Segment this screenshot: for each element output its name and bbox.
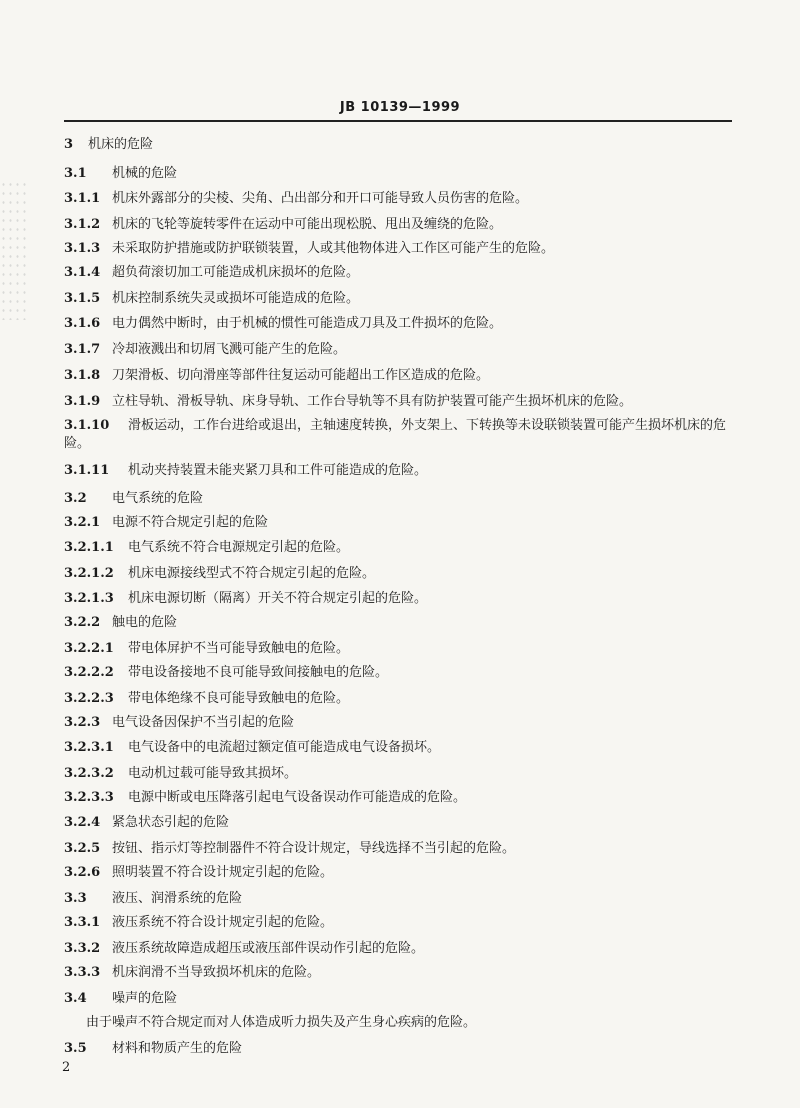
clause-text: 电气系统的危险 bbox=[112, 491, 204, 506]
clause-3-3-2 bbox=[64, 940, 744, 958]
clause-text: 机床润滑不当导致损坏机床的危险。 bbox=[112, 965, 321, 980]
clause-3-1-9 bbox=[64, 393, 744, 411]
clause-text: 滑板运动，工作台进给或退出，主轴速度转换，外支架上、下转换等未设联锁装置可能产生损坏机床的危险。 bbox=[64, 418, 727, 451]
clause-text: 刀架滑板、切向滑座等部件往复运动可能超出工作区造成的危险。 bbox=[112, 368, 490, 383]
clause-number: 3.2.6 bbox=[64, 865, 101, 880]
clause-number: 3.2.2 bbox=[64, 615, 101, 630]
header-rule bbox=[64, 120, 732, 122]
clause-3-1-10 bbox=[64, 417, 734, 453]
clause-number: 3.1.1 bbox=[64, 191, 101, 206]
clause-text: 机床的危险 bbox=[88, 137, 154, 152]
clause-text: 电源不符合规定引起的危险 bbox=[112, 515, 269, 530]
clause-3-2-3-3 bbox=[64, 789, 744, 807]
clause-text: 按钮、指示灯等控制器件不符合设计规定，导线选择不当引起的危险。 bbox=[112, 841, 516, 856]
clause-number: 3.2.4 bbox=[64, 815, 101, 830]
clause-3-3-1 bbox=[64, 914, 744, 932]
clause-3 bbox=[64, 136, 744, 154]
clause-3-1-5 bbox=[64, 290, 744, 308]
clause-number: 3.2.1.2 bbox=[64, 566, 114, 581]
clause-3-2-4 bbox=[64, 814, 744, 832]
clause-number: 3.2.5 bbox=[64, 841, 101, 856]
clause-number: 3.3.2 bbox=[64, 941, 101, 956]
clause-text: 电力偶然中断时，由于机械的惯性可能造成刀具及工件损坏的危险。 bbox=[112, 316, 503, 331]
clause-number: 3.1.6 bbox=[64, 316, 101, 331]
clause-number: 3 bbox=[64, 137, 74, 152]
clause-number: 3.2.3.1 bbox=[64, 740, 114, 755]
clause-number: 3.2.3.3 bbox=[64, 790, 114, 805]
clause-number: 3.1.2 bbox=[64, 217, 101, 232]
clause-text: 机床的飞轮等旋转零件在运动中可能出现松脱、甩出及缠绕的危险。 bbox=[112, 217, 503, 232]
clause-3-4 bbox=[64, 990, 744, 1008]
clause-number: 3.1.7 bbox=[64, 342, 101, 357]
clause-text: 电气系统不符合电源规定引起的危险。 bbox=[128, 540, 350, 555]
clause-3-1-8 bbox=[64, 367, 744, 385]
page-number: 2 bbox=[62, 1060, 71, 1075]
standard-code-header: JB 10139—1999 bbox=[339, 100, 461, 115]
scan-noise bbox=[0, 180, 30, 320]
clause-3-1-6 bbox=[64, 315, 744, 333]
clause-number: 3.2.1 bbox=[64, 515, 101, 530]
clause-number: 3.2.3 bbox=[64, 715, 101, 730]
clause-text: 电动机过载可能导致其损坏。 bbox=[128, 766, 298, 781]
clause-3-2-1-2 bbox=[64, 565, 744, 583]
clause-3-1-1 bbox=[64, 190, 744, 208]
clause-text: 机床电源切断（隔离）开关不符合规定引起的危险。 bbox=[128, 591, 428, 606]
clause-number: 3.1.5 bbox=[64, 291, 101, 306]
clause-3-2-1-1 bbox=[64, 539, 744, 557]
clause-number: 3.2.2.2 bbox=[64, 665, 114, 680]
clause-3-2-1 bbox=[64, 514, 744, 532]
clause-text: 带电体屏护不当可能导致触电的危险。 bbox=[128, 641, 350, 656]
clause-3-1-3 bbox=[64, 240, 744, 258]
clause-number: 3.2 bbox=[64, 491, 87, 506]
clause-text: 照明装置不符合设计规定引起的危险。 bbox=[112, 865, 334, 880]
clause-number: 3.2.2.3 bbox=[64, 691, 114, 706]
clause-3-5 bbox=[64, 1040, 744, 1058]
clause-3-2-6 bbox=[64, 864, 744, 882]
clause-3-2-3-1 bbox=[64, 739, 744, 757]
clause-text: 立柱导轨、滑板导轨、床身导轨、工作台导轨等不具有防护装置可能产生损坏机床的危险。 bbox=[112, 394, 633, 409]
clause-number: 3.1.9 bbox=[64, 394, 101, 409]
clause-3-2 bbox=[64, 490, 744, 508]
clause-3-2-3 bbox=[64, 714, 744, 732]
clause-text: 冷却液溅出和切屑飞溅可能产生的危险。 bbox=[112, 342, 347, 357]
clause-text: 由于噪声不符合规定而对人体造成听力损失及产生身心疾病的危险。 bbox=[86, 1015, 477, 1030]
clause-3-2-2 bbox=[64, 614, 744, 632]
clause-3-1-4 bbox=[64, 264, 744, 282]
clause-3-2-5 bbox=[64, 840, 744, 858]
clause-number: 3.1.4 bbox=[64, 265, 101, 280]
clause-number: 3.1 bbox=[64, 166, 87, 181]
clause-text: 机床外露部分的尖棱、尖角、凸出部分和开口可能导致人员伤害的危险。 bbox=[112, 191, 529, 206]
clause-text: 机械的危险 bbox=[112, 166, 178, 181]
clause-number: 3.4 bbox=[64, 991, 87, 1006]
clause-text: 未采取防护措施或防护联锁装置，人或其他物体进入工作区可能产生的危险。 bbox=[112, 241, 555, 256]
clause-text: 触电的危险 bbox=[112, 615, 178, 630]
clause-text: 噪声的危险 bbox=[112, 991, 178, 1006]
clause-text: 电气设备因保护不当引起的危险 bbox=[112, 715, 295, 730]
clause-3-2-2-3 bbox=[64, 690, 744, 708]
clause-3-1-11 bbox=[64, 462, 744, 480]
clause-3-2-1-3 bbox=[64, 590, 744, 608]
clause-number: 3.1.3 bbox=[64, 241, 101, 256]
clause-text: 电气设备中的电流超过额定值可能造成电气设备损坏。 bbox=[128, 740, 441, 755]
clause-text: 机床电源接线型式不符合规定引起的危险。 bbox=[128, 566, 376, 581]
clause-text: 机床控制系统失灵或损坏可能造成的危险。 bbox=[112, 291, 360, 306]
clause-text: 紧急状态引起的危险 bbox=[112, 815, 230, 830]
clause-3-2-3-2 bbox=[64, 765, 744, 783]
clause-number: 3.2.3.2 bbox=[64, 766, 114, 781]
clause-3-2-2-2 bbox=[64, 664, 744, 682]
clause-3-3-3 bbox=[64, 964, 744, 982]
clause-3-3 bbox=[64, 890, 744, 908]
clause-number: 3.3 bbox=[64, 891, 87, 906]
clause-text: 液压系统故障造成超压或液压部件误动作引起的危险。 bbox=[112, 941, 425, 956]
clause-number: 3.2.1.1 bbox=[64, 540, 114, 555]
clause-text: 液压系统不符合设计规定引起的危险。 bbox=[112, 915, 334, 930]
clause-3-2-2-1 bbox=[64, 640, 744, 658]
clause-number: 3.1.10 bbox=[64, 418, 110, 433]
clause-paragraph bbox=[86, 1014, 766, 1032]
clause-text: 带电设备接地不良可能导致间接触电的危险。 bbox=[128, 665, 389, 680]
clause-number: 3.3.1 bbox=[64, 915, 101, 930]
clause-text: 超负荷滚切加工可能造成机床损坏的危险。 bbox=[112, 265, 360, 280]
clause-3-1-2 bbox=[64, 216, 744, 234]
clause-text: 电源中断或电压降落引起电气设备误动作可能造成的危险。 bbox=[128, 790, 467, 805]
clause-number: 3.2.2.1 bbox=[64, 641, 114, 656]
clause-number: 3.1.11 bbox=[64, 463, 110, 478]
clause-3-1-7 bbox=[64, 341, 744, 359]
clause-text: 材料和物质产生的危险 bbox=[112, 1041, 243, 1056]
clause-number: 3.2.1.3 bbox=[64, 591, 114, 606]
clause-text: 液压、润滑系统的危险 bbox=[112, 891, 243, 906]
clause-text: 机动夹持装置未能夹紧刀具和工件可能造成的危险。 bbox=[128, 463, 428, 478]
clause-number: 3.1.8 bbox=[64, 368, 101, 383]
clause-number: 3.3.3 bbox=[64, 965, 101, 980]
clause-number: 3.5 bbox=[64, 1041, 87, 1056]
clause-text: 带电体绝缘不良可能导致触电的危险。 bbox=[128, 691, 350, 706]
clause-3-1 bbox=[64, 165, 744, 183]
